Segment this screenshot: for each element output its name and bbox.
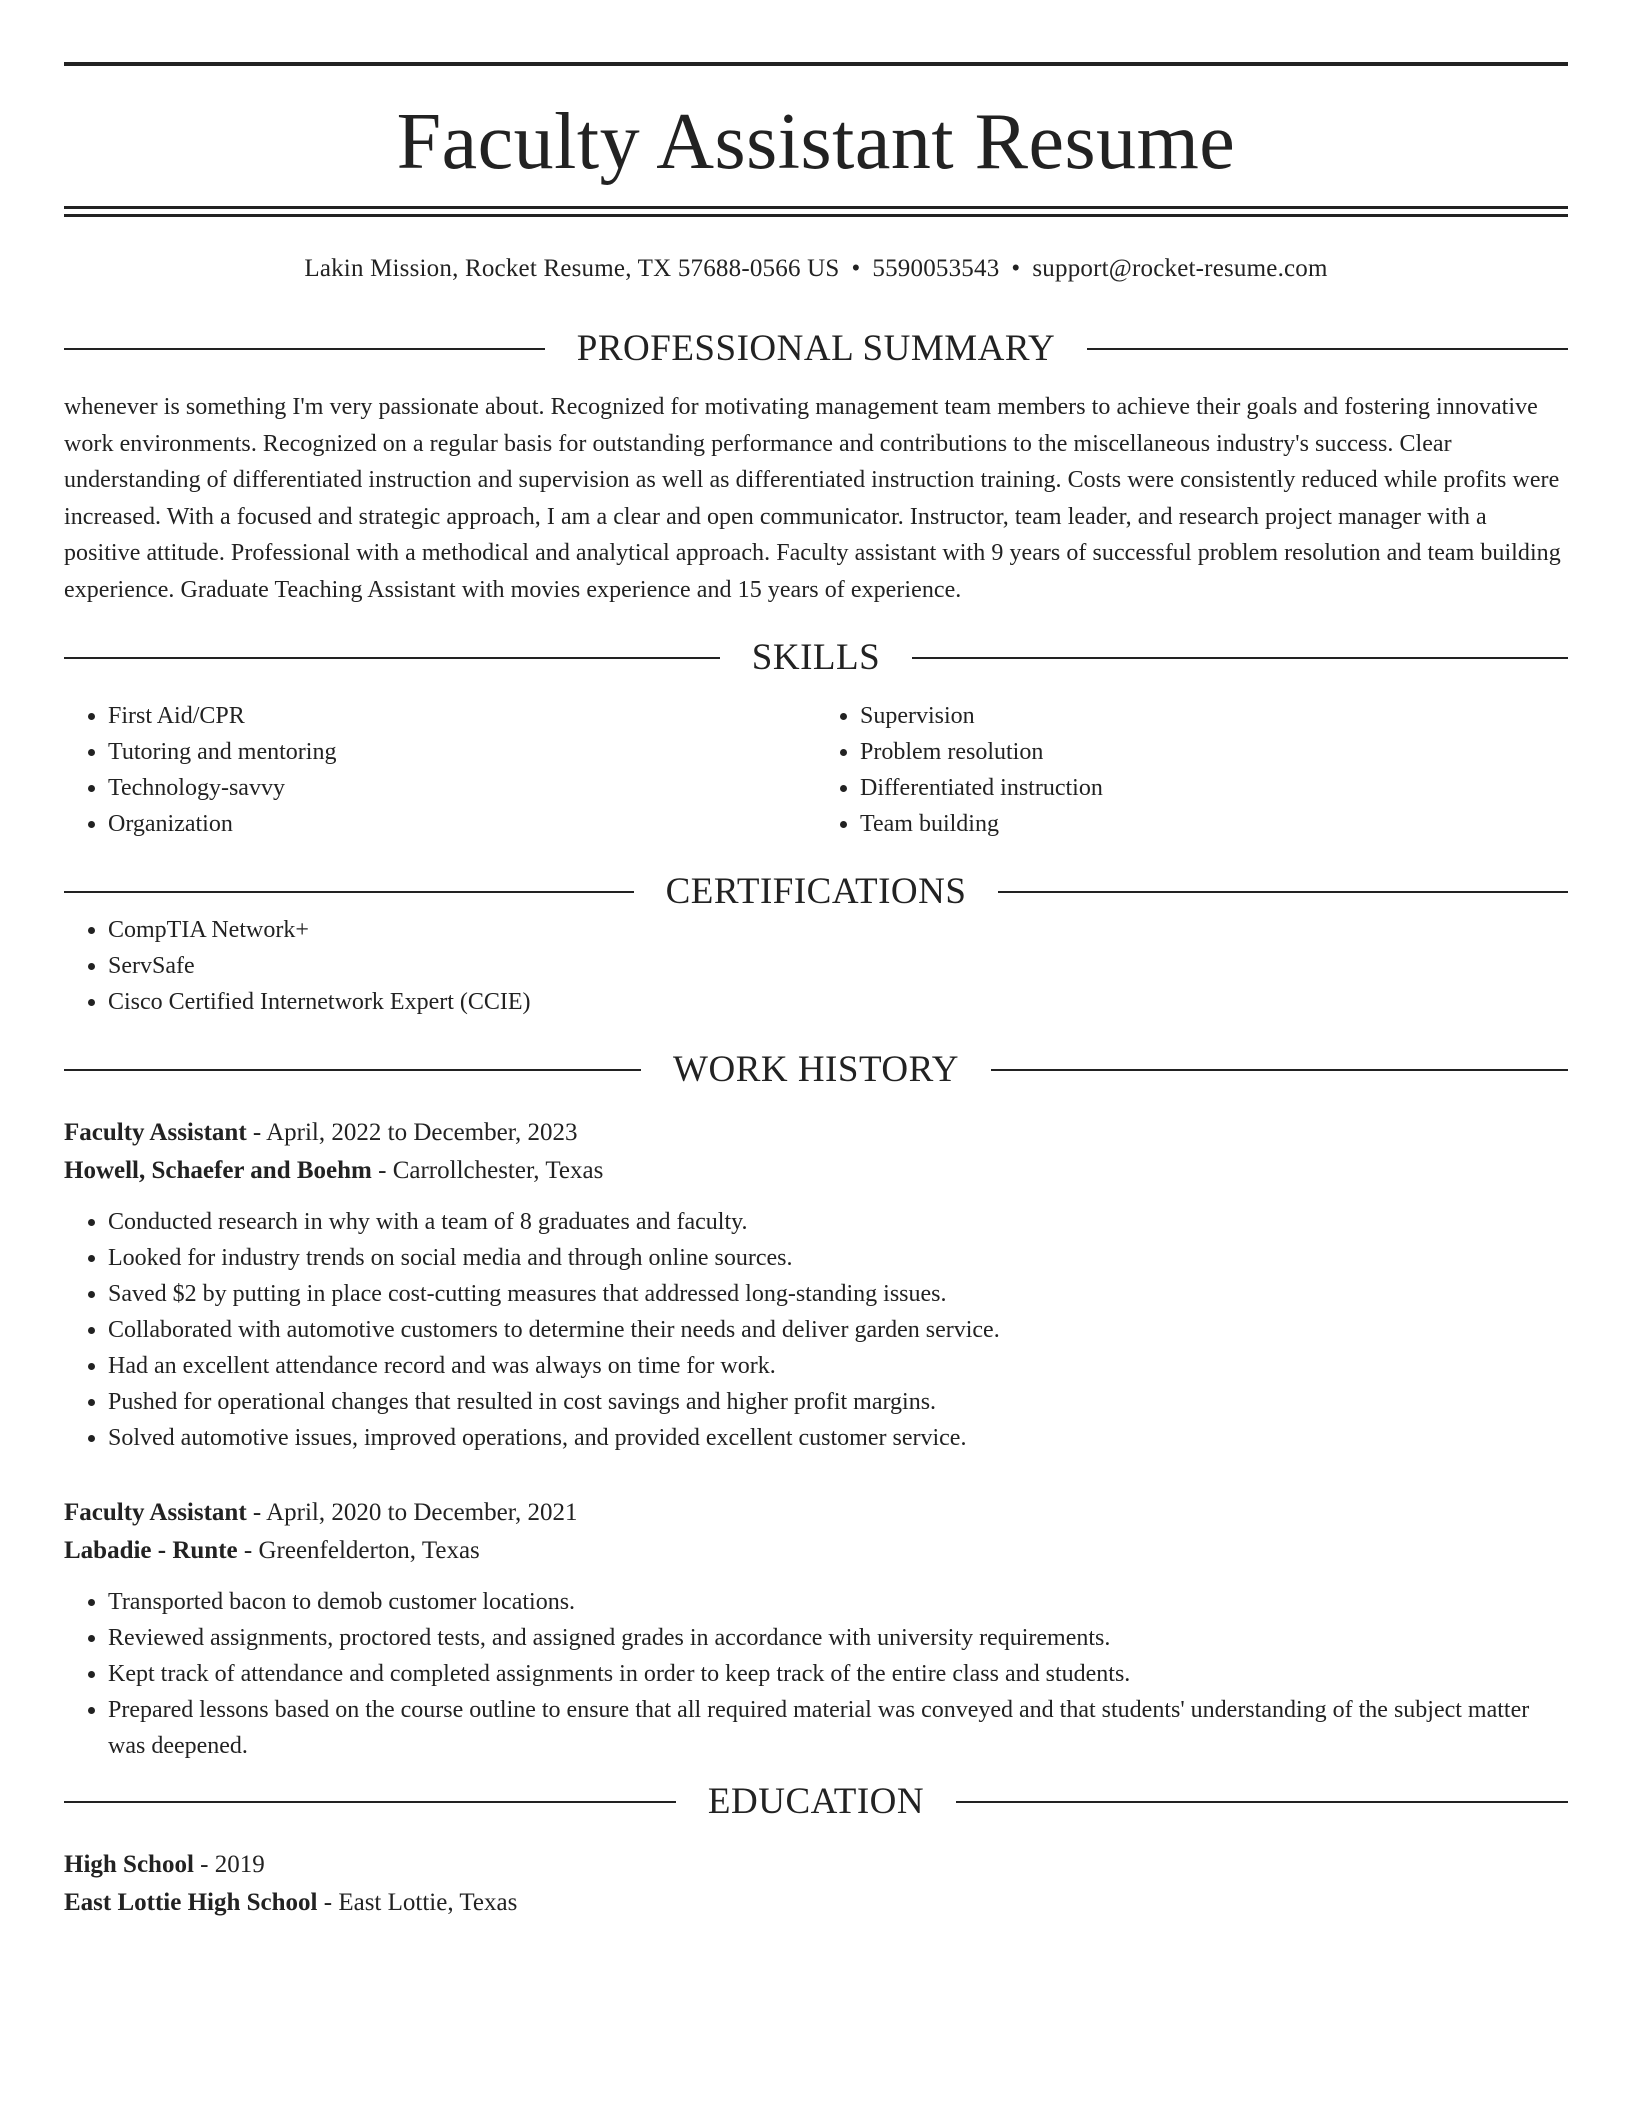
job-bullets xyxy=(64,1584,1568,1764)
section-title: CERTIFICATIONS xyxy=(665,871,967,912)
section-heading-work-history xyxy=(64,1050,1568,1090)
job-title: Faculty Assistant xyxy=(64,1499,247,1526)
contact-phone: 5590053543 xyxy=(872,255,1000,282)
list-item: • Looked for industry trends on social media and through online sources. xyxy=(108,1240,1568,1276)
skills-list-left xyxy=(64,698,816,842)
list-item: • Kept track of attendance and completed assignments in order to keep track of the entire class and students. xyxy=(108,1656,1568,1692)
contact-line xyxy=(64,253,1568,285)
section-title: PROFESSIONAL SUMMARY xyxy=(576,328,1056,369)
list-item: • Reviewed assignments, proctored tests, and assigned grades in accordance with university requirements. xyxy=(108,1620,1568,1656)
page-title: Faculty Assistant Resume xyxy=(396,98,1236,186)
contact-separator: • xyxy=(851,255,861,282)
list-item: • Problem resolution xyxy=(860,734,1568,770)
list-item: • First Aid/CPR xyxy=(108,698,816,734)
list-item: • Transported bacon to demob customer locations. xyxy=(108,1584,1568,1620)
list-item: • Tutoring and mentoring xyxy=(108,734,816,770)
job-company-line xyxy=(64,1152,1568,1190)
job-bullets xyxy=(64,1204,1568,1456)
contact-address: Lakin Mission, Rocket Resume, TX 57688-0566 US xyxy=(304,255,840,282)
list-item: • Supervision xyxy=(860,698,1568,734)
job-company: Howell, Schaefer and Boehm xyxy=(64,1157,372,1184)
section-heading-summary xyxy=(64,329,1568,369)
job-dates: - April, 2022 to December, 2023 xyxy=(246,1119,578,1146)
job-entry xyxy=(64,1114,1568,1456)
summary-text: whenever is something I'm very passionate about. Recognized for motivating management team members to achieve their goals and fostering innovative work environments. Recognized on a regular basis for outstanding performance and contributions to the miscellaneous industry's success. Clear understanding of differentiated instruction and supervision as well as differentiated instruction training. Costs were consistently reduced while profits were increased. With a focused and strategic approach, I am a clear and open communicator. Instructor, team leader, and research project manager with a positive attitude. Professional with a methodical and analytical approach. Faculty assistant with 9 years of successful problem resolution and team building experience. Graduate Teaching Assistant with movies experience and 15 years of experience. xyxy=(64,394,1561,603)
job-company-line xyxy=(64,1532,1568,1570)
list-item: • Technology-savvy xyxy=(108,770,816,806)
education-location: - East Lottie, Texas xyxy=(317,1889,518,1916)
education-degree: High School xyxy=(64,1851,194,1878)
job-dates: - April, 2020 to December, 2021 xyxy=(246,1499,578,1526)
job-location: - Greenfelderton, Texas xyxy=(237,1537,480,1564)
list-item: • Collaborated with automotive customers to determine their needs and deliver garden service. xyxy=(108,1312,1568,1348)
skills-grid xyxy=(64,698,1568,842)
job-company: Labadie - Runte xyxy=(64,1537,238,1564)
list-item: • Had an excellent attendance record and was always on time for work. xyxy=(108,1348,1568,1384)
section-heading-skills xyxy=(64,638,1568,678)
education-entry xyxy=(64,1846,1568,1922)
education-school-line xyxy=(64,1884,1568,1922)
list-item: • ServSafe xyxy=(108,948,1568,984)
list-item: • Cisco Certified Internetwork Expert (CCIE) xyxy=(108,984,1568,1020)
list-item: • Solved automotive issues, improved operations, and provided excellent customer service. xyxy=(108,1420,1568,1456)
list-item: • Prepared lessons based on the course outline to ensure that all required material was conveyed and that students' understanding of the subject matter was deepened. xyxy=(108,1692,1568,1764)
section-heading-certifications xyxy=(64,872,1568,912)
job-location: - Carrollchester, Texas xyxy=(371,1157,604,1184)
list-item: • Conducted research in why with a team of 8 graduates and faculty. xyxy=(108,1204,1568,1240)
list-item: • Organization xyxy=(108,806,816,842)
job-title: Faculty Assistant xyxy=(64,1119,247,1146)
list-item: • CompTIA Network+ xyxy=(108,912,1568,948)
list-item: • Pushed for operational changes that resulted in cost savings and higher profit margins. xyxy=(108,1384,1568,1420)
contact-email: support@rocket-resume.com xyxy=(1032,255,1328,282)
contact-separator: • xyxy=(1011,255,1021,282)
education-year: - 2019 xyxy=(193,1851,265,1878)
section-title: WORK HISTORY xyxy=(673,1049,959,1090)
list-item: • Saved $2 by putting in place cost-cutting measures that addressed long-standing issues. xyxy=(108,1276,1568,1312)
job-title-line xyxy=(64,1114,1568,1152)
section-heading-education xyxy=(64,1782,1568,1822)
list-item: • Differentiated instruction xyxy=(860,770,1568,806)
skills-list-right xyxy=(816,698,1568,842)
education-degree-line xyxy=(64,1846,1568,1884)
title-double-rule xyxy=(64,206,1568,217)
education-school: East Lottie High School xyxy=(64,1889,318,1916)
section-title: SKILLS xyxy=(751,637,881,678)
list-item: • Team building xyxy=(860,806,1568,842)
job-title-line xyxy=(64,1494,1568,1532)
job-entry xyxy=(64,1494,1568,1764)
certifications-list xyxy=(64,912,1568,1020)
section-title: EDUCATION xyxy=(707,1781,925,1822)
resume-content xyxy=(64,0,1568,1922)
